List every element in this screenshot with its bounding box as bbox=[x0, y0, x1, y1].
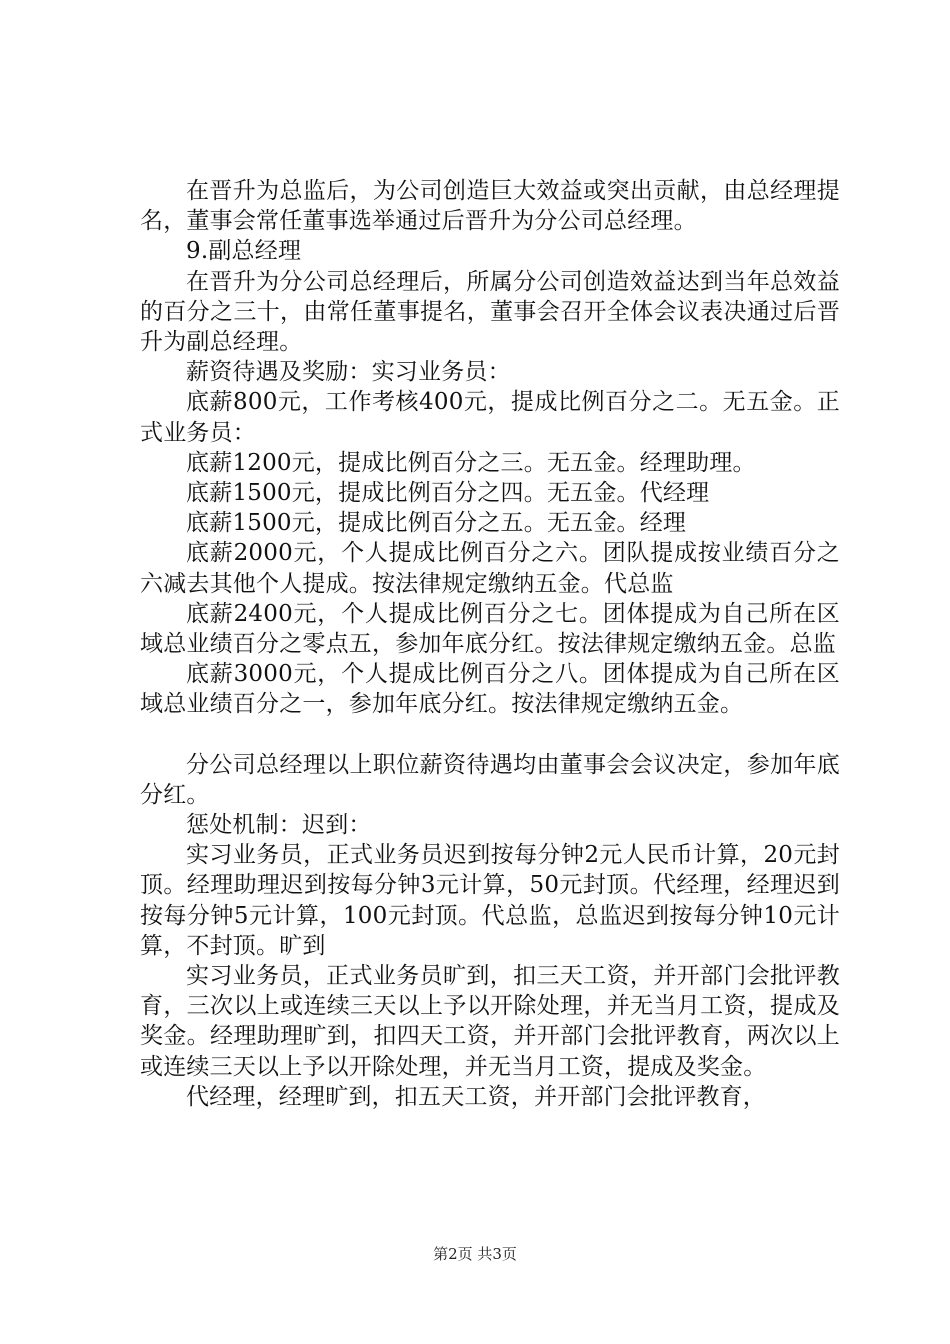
heading-deputy-general-manager: 9.副总经理 bbox=[186, 238, 302, 265]
paragraph-salary-executives: 分公司总经理以上职位薪资待遇均由董事会会议决定，参加年底分红。 bbox=[140, 751, 840, 808]
paragraph-salary-intern: 底薪800元，工作考核400元，提成比例百分之二。无五金。正式业务员： bbox=[140, 389, 840, 446]
paragraph-salary-director: 底薪3000元，个人提成比例百分之八。团体提成为自己所在区域总业绩百分之一，参加年底分红。按法律规定缴纳五金。 bbox=[140, 661, 840, 718]
paragraph-promotion-deputy: 在晋升为分公司总经理后，所属分公司创造效益达到当年总效益的百分之三十，由常任董事提名，董事会召开全体会议表决通过后晋升为副总经理。 bbox=[140, 268, 840, 356]
paragraph-salary-acting-director: 底薪2400元，个人提成比例百分之七。团体提成为自己所在区域总业绩百分之零点五，参加年底分红。按法律规定缴纳五金。总监 bbox=[140, 600, 840, 658]
page-footer: 第2页 共3页 bbox=[433, 1245, 517, 1263]
paragraph-promotion-branch-manager: 在晋升为总监后，为公司创造巨大效益或突出贡献，由总经理提名，董事会常任董事选举通过后晋升为分公司总经理。 bbox=[140, 178, 840, 235]
paragraph-absence-penalty: 实习业务员，正式业务员旷到，扣三天工资，并开部门会批评教育，三次以上或连续三天以上予以开除处理，并无当月工资，提成及奖金。经理助理旷到，扣四天工资，并开部门会批评教育，两次以上或连续三天以上予以开除处理，并无当月工资，提成及奖金。 bbox=[140, 963, 840, 1080]
paragraph-absence-managers: 代经理，经理旷到，扣五天工资，并开部门会批评教育， bbox=[186, 1083, 766, 1110]
blank-line bbox=[140, 720, 840, 750]
paragraph-late-penalty: 实习业务员，正式业务员迟到按每分钟2元人民币计算，20元封顶。经理助理迟到按每分钟3元计算，50元封顶。代经理，经理迟到按每分钟5元计算，100元封顶。代总监，总监迟到按每分钟10元计算，不封顶。旷到 bbox=[140, 842, 840, 959]
paragraph-salary-acting-manager: 底薪1500元，提成比例百分之五。无五金。经理 bbox=[186, 510, 687, 537]
paragraph-salary-formal: 底薪1200元，提成比例百分之三。无五金。经理助理。 bbox=[186, 449, 756, 476]
paragraph-salary-manager: 底薪2000元，个人提成比例百分之六。团队提成按业绩百分之六减去其他个人提成。按法律规定缴纳五金。代总监 bbox=[140, 540, 840, 597]
heading-salary: 薪资待遇及奖励：实习业务员： bbox=[186, 359, 511, 386]
document-body bbox=[140, 176, 840, 1112]
heading-penalty: 惩处机制：迟到： bbox=[186, 812, 372, 839]
paragraph-salary-assistant: 底薪1500元，提成比例百分之四。无五金。代经理 bbox=[186, 480, 710, 507]
